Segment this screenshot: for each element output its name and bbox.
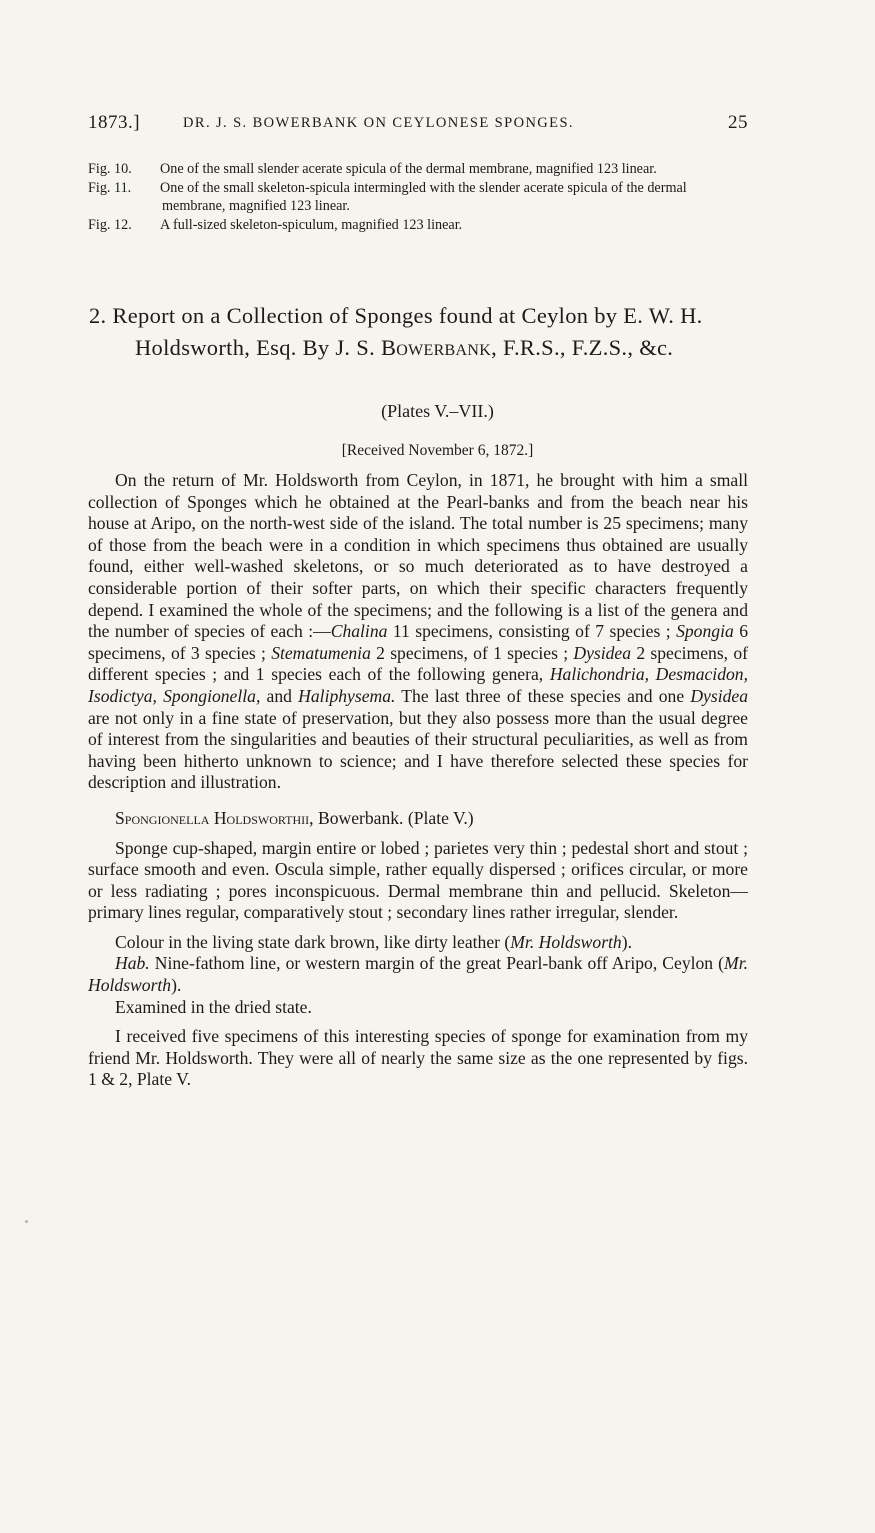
figure-caption — [88, 160, 748, 179]
plates-reference: (Plates V.–VII.) — [381, 401, 494, 421]
genus-name: Halichondria, Desmacidon, Isodictya, Spongionella, — [88, 664, 748, 706]
figure-label: Fig. 10. — [88, 161, 132, 177]
figure-text: One of the small skeleton-spicula intermingled with the slender acerate spicula of the dermal membrane, magnified 123 linear. — [160, 179, 687, 214]
genus-name: Spongia — [676, 621, 734, 642]
article-body — [88, 470, 748, 1091]
examined-note: Examined in the dried state. — [115, 996, 312, 1017]
intro-paragraph: On the return of Mr. Holdsworth from Ceylon, in 1871, he brought with him a small collection of Sponges which he obtained at the Pearl-banks and from the beach near his house at Aripo, on the north-west side of the island. The total number is 25 specimens; many of those from the beach were in a condition in which specimens thus obtained are usually found, either well-washed skeletons, or so much deteriorated as to have destroyed a considerable portion of their softer parts, on which their specific characters frequently depend. I examined the whole of the specimens; and the following is a list of the genera and the number of species of each :—Chalina 11 specimens, consisting of 7 species ; Spongia 6 specimens, of 3 species ; Stematumenia 2 specimens, of 1 species ; Dysidea 2 specimens, of different species ; and 1 species each of the following genera, Halichondria, Desmacidon, Isodictya, Spongionella, and Haliphysema. The last three of these species and one Dysidea are not only in a fine state of preservation, but they also possess more than the usual degree of interest from the singularities and beauties of their structural peculiarities, as well as from having been hitherto unknown to science; and I have therefore selected these species for description and illustration. — [88, 470, 748, 793]
header-title: DR. J. S. BOWERBANK ON CEYLONESE SPONGES. — [183, 115, 574, 131]
figure-caption — [88, 216, 748, 235]
figure-text: A full-sized skeleton-spiculum, magnified 123 linear. — [160, 216, 463, 233]
article-number: 2. — [89, 303, 107, 328]
habitat-note: Hab. Nine-fathom line, or western margin of the great Pearl-bank off Aripo, Ceylon (Mr. Holdsworth). — [88, 953, 748, 996]
species-heading: Spongionella Holdsworthii, Bowerbank. (Plate V.) — [115, 807, 474, 828]
genus-name: Haliphysema. — [298, 685, 396, 706]
figure-captions — [88, 160, 748, 234]
species-name: Spongionella Holdsworthii — [115, 807, 310, 828]
title-credentials: , F.R.S., F.Z.S., &c. — [491, 335, 674, 360]
closing-paragraph: I received five specimens of this interesting species of sponge for examination from my friend Mr. Holdsworth. They were all of nearly the same size as the one represented by figs. 1 & 2, Plate V. — [88, 1026, 748, 1090]
genus-name: Dysidea — [573, 642, 632, 663]
margin-speck — [25, 1220, 28, 1223]
genus-name: Chalina — [330, 621, 388, 642]
article-title — [89, 300, 749, 364]
author-name: Bowerbank — [380, 335, 492, 360]
figure-caption — [88, 179, 748, 216]
figure-label: Fig. 12. — [88, 216, 132, 233]
genus-name: Stematumenia — [271, 642, 371, 663]
received-date: [Received November 6, 1872.] — [341, 442, 534, 459]
title-main: Report on a Collection of Sponges found at Ceylon by E. W. H. Holdsworth, Esq. By J. S. — [112, 303, 703, 360]
colour-note: Colour in the living state dark brown, like dirty leather (Mr. Holdsworth). — [115, 931, 632, 952]
header-year: 1873.] — [88, 112, 141, 133]
species-description: Sponge cup-shaped, margin entire or lobed ; parietes very thin ; pedestal short and stout ; surface smooth and even. Oscula simple, rather equally dispersed ; orifices circular, or more or less radiating ; pores inconspicuous. Dermal membrane thin and pellucid. Skeleton—primary lines regular, comparatively stout ; secondary lines rather irregular, slender. — [88, 837, 748, 923]
figure-label: Fig. 11. — [88, 179, 132, 196]
genus-name: Dysidea — [690, 685, 748, 706]
page-number: 25 — [728, 112, 748, 133]
figure-text: One of the small slender acerate spicula of the dermal membrane, magnified 123 linear. — [160, 161, 657, 177]
